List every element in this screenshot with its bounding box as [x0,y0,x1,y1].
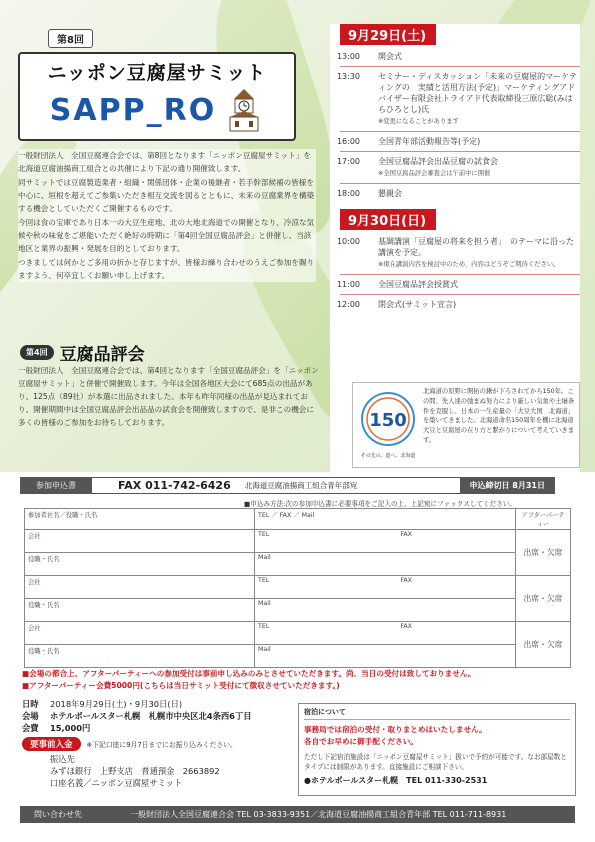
company-field[interactable]: 会社 [25,622,255,645]
schedule-row [330,299,580,310]
schedule-time: 13:00 [336,52,360,61]
footer-text: 一般財団法人全国豆腐連合会 TEL 03-3833-9351／北海道豆腐油揚商工組合青年部 TEL 011-711-8931 [130,810,507,819]
schedule-row [330,188,580,199]
divider [340,66,580,67]
mail-field[interactable]: Mail [255,553,516,576]
edition-badge: 第8回 [48,29,93,48]
schedule-row [330,236,580,270]
registration-table [24,508,571,668]
title-box [18,52,296,141]
hyoukai-text [18,364,320,429]
table-row [25,622,571,645]
schedule-time: 17:00 [336,157,360,166]
table-row [25,553,571,576]
hyoukai-badge: 第4回 [20,345,54,360]
company-field[interactable]: 会社 [25,530,255,553]
event-title: ニッポン豆腐屋サミット [47,62,267,84]
divider [340,294,580,295]
bank-info [50,753,302,789]
role-field[interactable]: 役職・氏名 [25,599,255,622]
schedule-time: 18:00 [336,189,360,198]
party-select[interactable]: 出席・欠席 [516,576,571,622]
intro-paragraph: 一般財団法人 全国豆腐連合会では、第8回となります「ニッポン豆腐屋サミット」を北海道豆腐油揚商工組合との共催により下記の通り開催致します。 [18,151,311,173]
fax-number: FAX 011-742-6426 [118,479,231,492]
date-value: 2018年9月29日(土)・9月30日(日) [50,699,183,709]
col-name-header: 参加者社名／役職・氏名 [25,509,255,530]
form-header [20,477,555,494]
city-logo: SAPP_RO [49,92,217,128]
hokkaido-text: 北海道の原野に開拓の鍬が下ろされてから150年。この間、先人達の弛まぬ努力により厳しい気象や土壌条件を克服し、日本の一生産量の「大豆大国 北海道」を築いてきました。北海道命名150周年を機に北海道大豆と豆腐屋の在り方と繋がりについて考えていきます。 [423,388,575,444]
table-header-row [25,509,571,530]
hokkaido-150-box [352,382,580,468]
fee-label: 会費 [22,723,39,733]
divider [340,131,580,132]
red-notes [22,668,577,692]
schedule-time: 13:30 [336,72,360,81]
event-info [22,698,302,789]
fax-label: FAX [400,623,412,630]
clocktower-icon [224,87,264,133]
schedule-note: ※全国豆腐品評会審査会は午前中に開催 [378,170,491,177]
divider [340,183,580,184]
schedule-row [330,136,580,147]
table-row [25,645,571,668]
hyoukai-heading [20,340,145,365]
form-label: 参加申込書 [20,478,92,494]
red-note: ■会場の都合上、アフターパーティーへの参加受付は事前申し込みのみとさせていただきます。尚、当日の受付は致しておりません。 [22,669,476,678]
accommodation-box [298,703,576,796]
venue-value: ホテルポールスター札幌 札幌市中央区北4条西6丁目 [50,711,252,721]
contact-field[interactable] [255,530,516,553]
fee-row [22,722,302,734]
seminar-desc: セミナー・ディスカッション「未来の豆腐屋的マーケティングの 実績と活用方法(予定)」マーケティングアドバイザー有限会社トライアド代表取締役三原広聡(みはらひろとし)氏 [378,72,577,114]
form-notice: ■申込み方法:次の参加申込書に必要事項をご記入の上、上記宛にファックスしてください。 [244,500,517,508]
col-contact-header: TEL ／ FAX ／ Mail [255,509,516,530]
prepay-badge: 要事前入金 [22,737,81,751]
company-field[interactable]: 会社 [25,576,255,599]
schedule-time: 16:00 [336,137,360,146]
bank-line: 口座名義／ニッポン豆腐屋サミット [50,778,183,788]
schedule-note: ※変更になることがあります [378,118,459,125]
schedule-row [330,51,580,62]
hyoukai-title: 豆腐品評会 [59,345,145,365]
prepay-note: ※下記口座に9月7日までにお振り込みください。 [86,741,237,749]
schedule-row [330,71,580,127]
party-select[interactable]: 出席・欠席 [516,530,571,576]
date-row [22,698,302,710]
divider [340,274,580,275]
schedule-note: ※現在講演内容を検討中のため、内容はどうぞご期待ください。 [378,261,560,268]
table-row [25,576,571,599]
schedule-time: 11:00 [336,280,360,289]
mail-field[interactable]: Mail [255,599,516,622]
prepay-row [22,737,302,751]
tel-label: TEL [258,623,270,630]
schedule-time: 12:00 [336,300,360,309]
day2-header: 9月30日(日) [340,209,436,230]
tasting-desc: 全国豆腐品評会出品豆腐の試食会 [378,157,498,166]
party-select[interactable]: 出席・欠席 [516,622,571,668]
contact-field[interactable] [255,576,516,599]
mail-field[interactable]: Mail [255,645,516,668]
form-recipient: 北海道豆腐油揚商工組合青年部宛 [244,481,358,490]
col-party-header: アフターパーティー [516,509,571,530]
schedule-desc: 全国青年部活動報告等(予定) [378,137,481,146]
city-logo-row [28,87,286,133]
bank-line: みずほ銀行 上野支店 普通預金 2663892 [50,766,220,776]
logo-caption: その先の、道へ。北海道 [360,453,416,459]
red-note: ■アフターパーティー会費5000円(こちらは当日サミット受付にて徴収させていただきます。) [22,681,340,690]
schedule-desc: 閉会式(サミット宣言) [378,300,457,309]
schedule-desc [378,71,580,127]
day1-header: 9月29日(土) [340,24,436,45]
contact-footer [20,806,575,823]
schedule-desc: 懇親会 [378,189,402,198]
header-block [18,28,318,283]
contact-field[interactable] [255,622,516,645]
table-row [25,530,571,553]
divider [340,151,580,152]
intro-paragraph: 同サミットでは豆腐製造業者・組織・関係団体・企業の後継者・若手幹部候補の皆様を中心に、垣根を超えてご参集いただき相互交流を図るとともに、未来の豆腐業界を構築する機会としていただくご開催するものです。 [18,178,315,213]
hokkaido-150-logo [357,387,419,463]
stay-note: ただし下記宿泊施設は「ニッポン豆腐屋サミット」扱いで予約が可能です。なお部屋数とタイプには制限があります。直接施設にご相談下さい。 [304,753,567,771]
schedule-time: 10:00 [336,237,360,246]
schedule-row [330,279,580,290]
tel-label: TEL [258,577,270,584]
tel-label: TEL [258,531,270,538]
fee-value: 15,000円 [50,723,91,733]
bank-line: 振込先 [50,754,75,764]
stay-title: 宿泊について [304,707,570,720]
venue-label: 会場 [22,711,39,721]
stay-red-line: 各自でお早めに御手配ください。 [304,737,418,746]
schedule-desc: 開会式 [378,52,402,61]
role-field[interactable]: 役職・氏名 [25,553,255,576]
deadline-badge: 申込締切日 8月31日 [460,478,555,494]
intro-text [18,149,316,282]
table-row [25,599,571,622]
date-label: 日時 [22,699,39,709]
fax-label: FAX [400,577,412,584]
keynote-desc: 基調講演「豆腐屋の将来を担う者」 のテーマに沿った講演を予定。 [378,237,574,257]
stay-red-line: 事務局では宿泊の受付・取りまとめはいたしません。 [304,725,487,734]
logo-number: 150 [369,410,407,431]
intro-paragraph: 今回は食の宝庫であり日本一の大豆生産地、北の大地北海道での開催となり、冷涼な気候や秋の味覚をご堪能いただく絶好の時期に「第4回全国豆腐品評会」と併催し、当該地区と業界の振興・発展を目的としております。 [18,218,315,253]
footer-label: 問い合わせ先 [34,810,82,819]
fax-label: FAX [400,531,412,538]
role-field[interactable]: 役職・氏名 [25,645,255,668]
schedule-row [330,156,580,179]
schedule-desc [378,156,580,179]
intro-paragraph: つきましては何かとご多用の折かと存じますが、皆様お繰り合わせのうえご参加を賜りますよう、何卒宜しくお願い申し上げます。 [18,258,315,280]
hyoukai-paragraph: 一般財団法人 全国豆腐連合会では、第4回となります「全国豆腐品評会」を「ニッポン豆腐屋サミット」と併催で開催致します。今年は全国各地区大会にて685点の出品があり、125点（89社）が本選に出品されました。本年も昨年同様の出品が見込まれており、開催期間中は全国豆腐品評会出品品の試食会を開催致しますので、是非この機会に多くの皆様のご参加をお待ちしております。 [18,366,319,427]
schedule-desc [378,236,580,270]
schedule-desc: 全国豆腐品評会授賞式 [378,280,458,289]
hotel-info: ●ホテルポールスター札幌 TEL 011-330-2531 [304,776,488,785]
venue-row [22,710,302,722]
